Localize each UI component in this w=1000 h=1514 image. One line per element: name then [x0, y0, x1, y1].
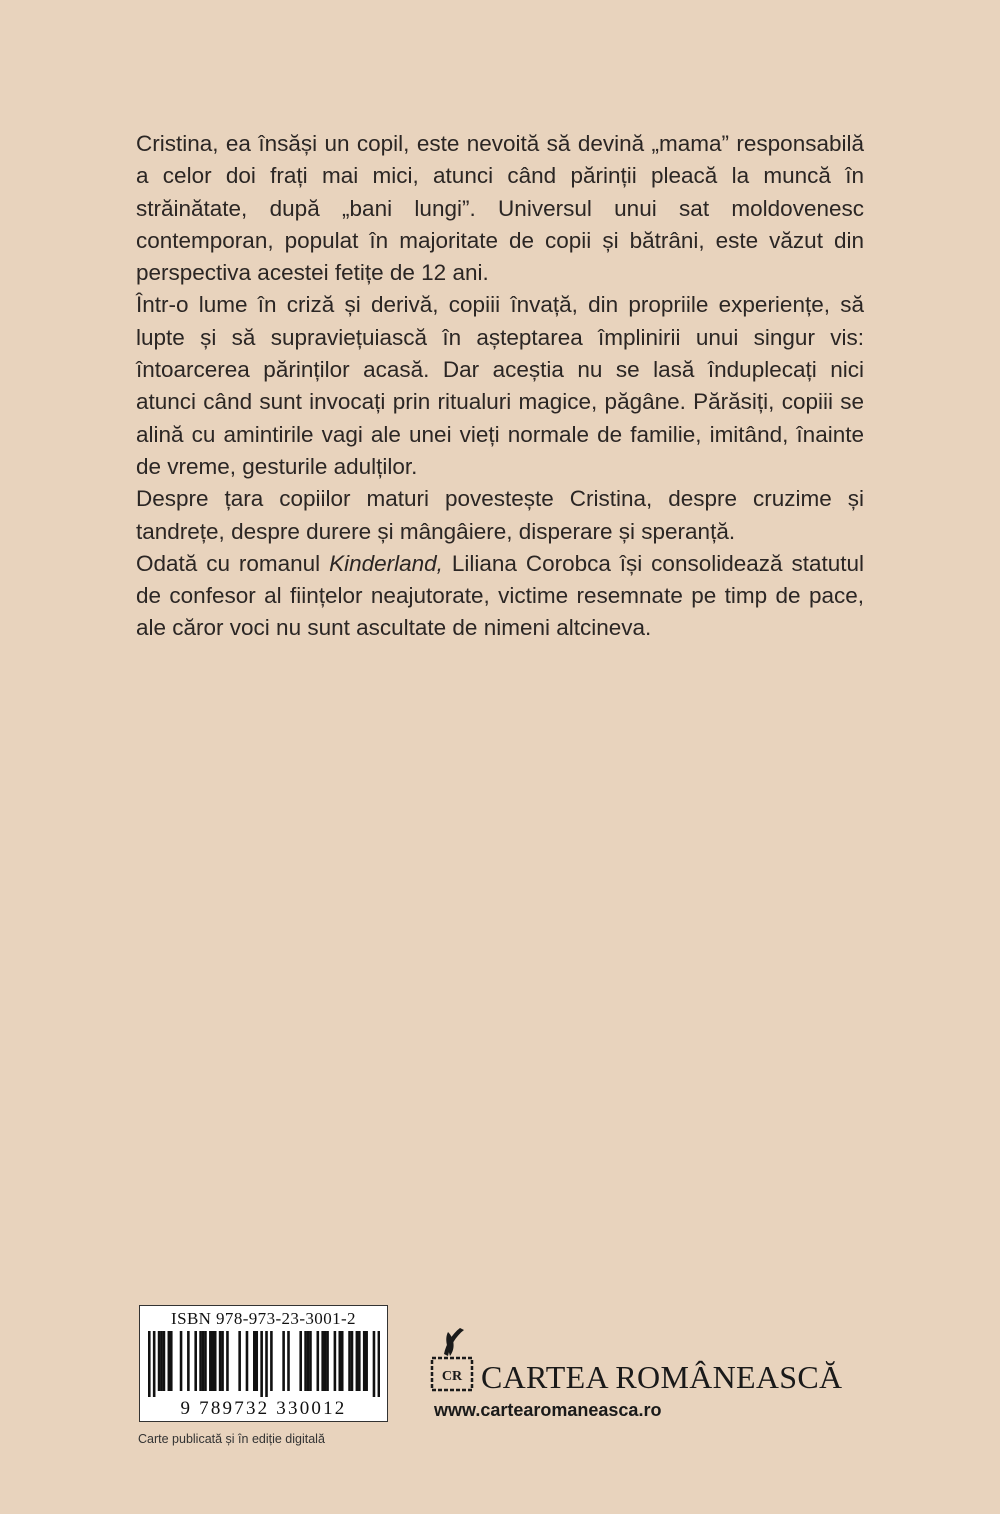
blurb-paragraph-3: Despre țara copiilor maturi povestește Cristina, despre cruzime și tandrețe, despre durere și mângâiere, disperare și speranță. [136, 486, 864, 544]
barcode-bar [304, 1331, 307, 1391]
isbn-label: ISBN 978-973-23-3001-2 [171, 1309, 356, 1328]
barcode-bar [238, 1331, 241, 1391]
barcode-bar [365, 1331, 368, 1391]
blurb-paragraph-2: Într-o lume în criză și derivă, copiii învață, din propriile experiențe, să lupte și să supraviețuiască în așteptarea împlinirii unui singur vis: întoarcerea părinților acasă. Dar aceștia nu se lasă înduplecați nici atunci când sunt invocați prin ritualuri magice, păgâne. Părăsiți, copiii se alină cu amintirile vagi ale unei vieți normale de familie, imitând, înainte de vreme, gesturile adulților. [136, 292, 864, 479]
isbn-barcode [139, 1305, 388, 1422]
barcode-bar [299, 1331, 302, 1391]
barcode-bar [219, 1331, 222, 1391]
publisher-url[interactable]: www.cartearomaneasca.ro [434, 1400, 662, 1420]
barcode-bar [221, 1331, 224, 1391]
digital-edition-note: Carte publicată și în ediție digitală [138, 1432, 325, 1446]
barcode-bar [334, 1331, 337, 1391]
barcode-bar [351, 1331, 354, 1391]
book-title-italic: Kinderland, [329, 550, 443, 576]
blurb-paragraph-4-end: Liliana Corobca își consolidează statutul de confesor al ființelor neajutorate, victime resemnate pe timp de pace, ale căror voci nu sunt ascultate de nimeni altcineva. [136, 550, 864, 641]
barcode-bar [253, 1331, 256, 1391]
barcode-bar [341, 1331, 344, 1391]
barcode-bar [265, 1331, 268, 1397]
barcode-bar [160, 1331, 163, 1391]
barcode-bar [211, 1331, 214, 1391]
barcode-bar [168, 1331, 171, 1391]
barcode-bar [204, 1331, 207, 1391]
barcode-bar [338, 1331, 341, 1391]
barcode-bar [202, 1331, 205, 1391]
barcode-bar [307, 1331, 310, 1391]
barcode-bar [187, 1331, 190, 1391]
barcode-bar [260, 1331, 263, 1397]
barcode-bar [373, 1331, 376, 1397]
barcode-bar [199, 1331, 202, 1391]
barcode-bar [194, 1331, 197, 1391]
publisher-name: CARTEA ROMÂNEASCĂ [481, 1359, 843, 1395]
quill-book-icon [430, 1326, 478, 1392]
barcode-bar [255, 1331, 258, 1391]
barcode-bar [246, 1331, 249, 1391]
barcode-bar [287, 1331, 290, 1391]
barcode-bar [214, 1331, 217, 1391]
barcode-bar [326, 1331, 329, 1391]
barcode-bar [148, 1331, 151, 1397]
barcode-bar [356, 1331, 359, 1391]
barcode-bars [148, 1331, 380, 1397]
barcode-bar [324, 1331, 327, 1391]
barcode-bar [317, 1331, 320, 1391]
barcode-bar [270, 1331, 273, 1391]
barcode-bar [363, 1331, 366, 1391]
barcode-bar [180, 1331, 183, 1391]
barcode-bar [358, 1331, 361, 1391]
barcode-bar [163, 1331, 166, 1391]
logo-letters: CR [441, 1369, 463, 1384]
barcode-bar [321, 1331, 324, 1391]
blurb-paragraph-4 [136, 548, 864, 645]
back-cover-blurb [136, 128, 864, 645]
blurb-paragraph-4-start: Odată cu romanul [136, 550, 330, 576]
barcode-bar [309, 1331, 312, 1391]
barcode-bar [348, 1331, 351, 1391]
blurb-paragraph-1: Cristina, ea însăși un copil, este nevoită să devină „mama” responsabilă a celor doi frați mai mici, atunci când părinții pleacă la muncă în străinătate, după „bani lungi”. Universul unui sat moldovenesc contemporan, populat în majoritate de copii și bătrâni, este văzut din perspectiva acestei fetițe de 12 ani. [136, 131, 864, 286]
barcode-bar [153, 1331, 156, 1397]
barcode-bar [170, 1331, 173, 1391]
barcode-bar [158, 1331, 161, 1391]
barcode-bar [282, 1331, 285, 1391]
barcode-bar [378, 1331, 380, 1397]
barcode-bar [209, 1331, 212, 1391]
barcode-bar [226, 1331, 229, 1391]
barcode-digits: 9 789732 330012 [180, 1398, 347, 1419]
